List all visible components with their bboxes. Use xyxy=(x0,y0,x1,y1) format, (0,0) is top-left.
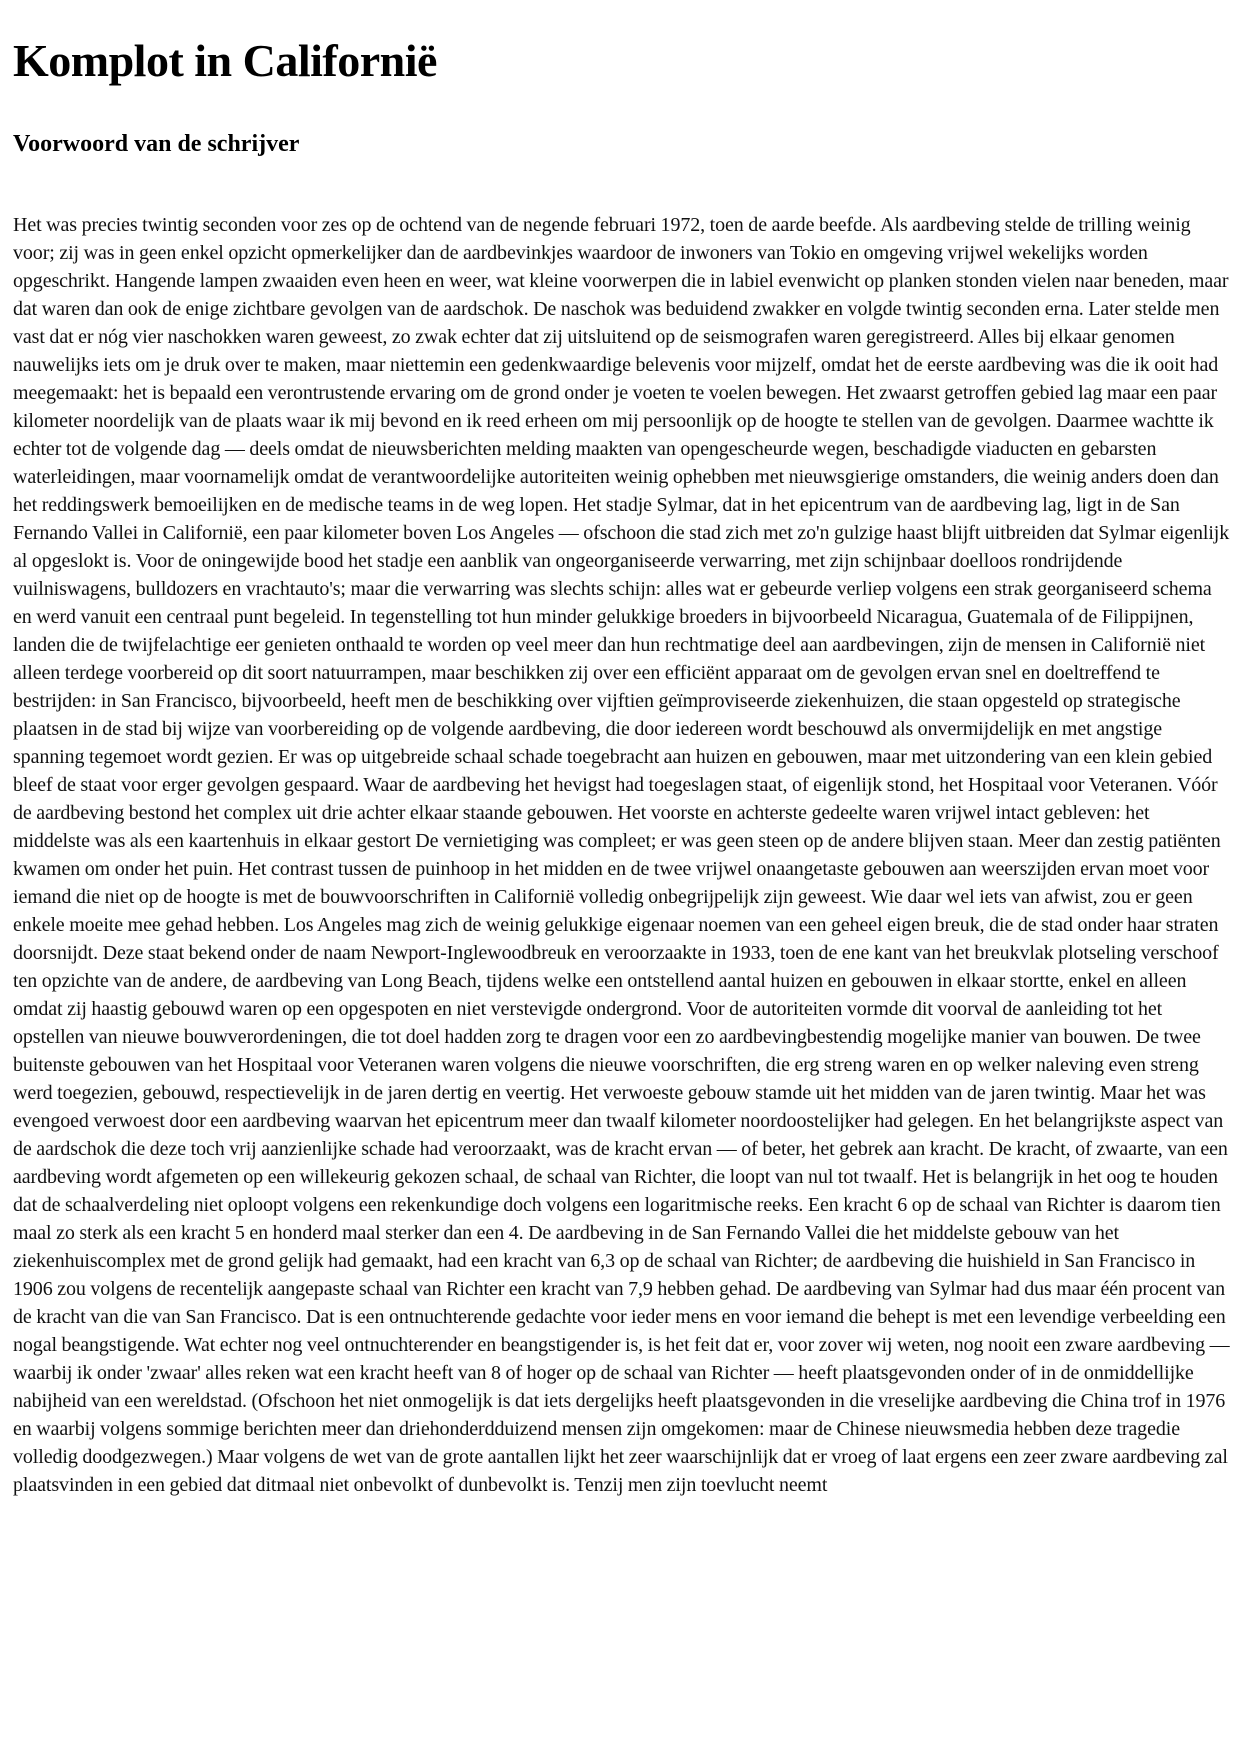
book-title: Komplot in Californië xyxy=(13,35,437,86)
section-heading: Voorwoord van de schrijver xyxy=(13,130,300,157)
preface-paragraph: Het was precies twintig seconden voor zes op de ochtend van de negende februari 1972, toen de aarde beefde. Als aardbeving stelde de trilling weinig voor; zij was in geen enkel opzicht opmerkelijker dan de aardbevinkjes waardoor de inwoners van Tokio en omgeving vrijwel wekelijks worden opgeschrikt. Hangende lampen zwaaiden even heen en weer, wat kleine voorwerpen die in labiel evenwicht op planken stonden vielen naar beneden, maar dat waren dan ook de enige zichtbare gevolgen van de aardschok. De naschok was beduidend zwakker en volgde twintig seconden erna. Later stelde men vast dat er nóg vier naschokken waren geweest, zo zwak echter dat zij uitsluitend op de seismografen waren geregistreerd. Alles bij elkaar genomen nauwelijks iets om je druk over te maken, maar niettemin een gedenkwaardige belevenis voor mijzelf, omdat het de eerste aardbeving was die ik ooit had meegemaakt: het is bepaald een verontrustende ervaring om de grond onder je voeten te voelen bewegen. Het zwaarst getroffen gebied lag maar een paar kilometer noordelijk van de plaats waar ik mij bevond en ik reed erheen om mij persoonlijk op de hoogte te stellen van de gevolgen. Daarmee wachtte ik echter tot de volgende dag — deels omdat de nieuwsberichten melding maakten van opengescheurde wegen, beschadigde viaducten en gebarsten waterleidingen, maar voornamelijk omdat de verantwoordelijke autoriteiten weinig ophebben met nieuwsgierige omstanders, die weinig anders doen dan het reddingswerk bemoeilijken en de medische teams in de weg lopen. Het stadje Sylmar, dat in het epicentrum van de aardbeving lag, ligt in de San Fernando Vallei in Californië, een paar kilometer boven Los Angeles — ofschoon die stad zich met zo'n gulzige haast blijft uitbreiden dat Sylmar eigenlijk al opgeslokt is. Voor de oningewijde bood het stadje een aanblik van ongeorganiseerde verwarring, met zijn schijnbaar doelloos rondrijdende vuilniswagens, bulldozers en vrachtauto's; maar die verwarring was slechts schijn: alles wat er gebeurde verliep volgens een strak georganiseerd schema en werd vanuit een centraal punt begeleid. In tegenstelling tot hun minder gelukkige broeders in bijvoorbeeld Nicaragua, Guatemala of de Filippijnen, landen die de twijfelachtige eer genieten onthaald te worden op veel meer dan hun rechtmatige deel aan aardbevingen, zijn de mensen in Californië niet alleen terdege voorbereid op dit soort natuurrampen, maar beschikken zij over een efficiënt apparaat om de gevolgen ervan snel en doeltreffend te bestrijden: in San Francisco, bijvoorbeeld, heeft men de beschikking over vijftien geïmproviseerde ziekenhuizen, die staan opgesteld op strategische plaatsen in de stad bij wijze van voorbereiding op de volgende aardbeving, die door iedereen wordt beschouwd als onvermijdelijk en met angstige spanning tegemoet wordt gezien. Er was op uitgebreide schaal schade toegebracht aan huizen en gebouwen, maar met uitzondering van een klein gebied bleef de staat voor erger gevolgen gespaard. Waar de aardbeving het hevigst had toegeslagen staat, of eigenlijk stond, het Hospitaal voor Veteranen. Vóór de aardbeving bestond het complex uit drie achter elkaar staande gebouwen. Het voorste en achterste gedeelte waren vrijwel intact gebleven: het middelste was als een kaartenhuis in elkaar gestort De vernietiging was compleet; er was geen steen op de andere blijven staan. Meer dan zestig patiënten kwamen om onder het puin. Het contrast tussen de puinhoop in het midden en de twee vrijwel onaangetaste gebouwen aan weerszijden ervan moet voor iemand die niet op de hoogte is met de bouwvoorschriften in Californië volledig onbegrijpelijk zijn geweest. Wie daar wel iets van afwist, zou er geen enkele moeite mee gehad hebben. Los Angeles mag zich de weinig gelukkige eigenaar noemen van een geheel eigen breuk, die de stad onder haar straten doorsnijdt. Deze staat bekend onder de naam Newport-Inglewoodbreuk en veroorzaakte in 1933, toen de ene kant van het breukvlak plotseling verschoof ten opzichte van de andere, de aardbeving van Long Beach, tijdens welke een ontstellend aantal huizen en gebouwen in elkaar stortte, enkel en alleen omdat zij haastig gebouwd waren op een opgespoten en niet verstevigde ondergrond. Voor de autoriteiten vormde dit voorval de aanleiding tot het opstellen van nieuwe bouwverordeningen, die tot doel hadden zorg te dragen voor een zo aardbevingbestendig mogelijke manier van bouwen. De twee buitenste gebouwen van het Hospitaal voor Veteranen waren volgens die nieuwe voorschriften, die erg streng waren en op welker naleving even streng werd toegezien, gebouwd, respectievelijk in de jaren dertig en veertig. Het verwoeste gebouw stamde uit het midden van de jaren twintig. Maar het was evengoed verwoest door een aardbeving waarvan het epicentrum meer dan twaalf kilometer noordoostelijker had gelegen. En het belangrijkste aspect van de aardschok die deze toch vrij aanzienlijke schade had veroorzaakt, was de kracht ervan — of beter, het gebrek aan kracht. De kracht, of zwaarte, van een aardbeving wordt afgemeten op een willekeurig gekozen schaal, de schaal van Richter, die loopt van nul tot twaalf. Het is belangrijk in het oog te houden dat de schaalverdeling niet oploopt volgens een rekenkundige doch volgens een logaritmische reeks. Een kracht 6 op de schaal van Richter is daarom tien maal zo sterk als een kracht 5 en honderd maal sterker dan een 4. De aardbeving in de San Fernando Vallei die het middelste gebouw van het ziekenhuiscomplex met de grond gelijk had gemaakt, had een kracht van 6,3 op de schaal van Richter; de aardbeving die huishield in San Francisco in 1906 zou volgens de recentelijk aangepaste schaal van Richter een kracht van 7,9 hebben gehad. De aardbeving van Sylmar had dus maar één procent van de kracht van die van San Francisco. Dat is een ontnuchterende gedachte voor ieder mens en voor iemand die behept is met een levendige verbeelding een nogal beangstigende. Wat echter nog veel ontnuchterender en beangstigender is, is het feit dat er, voor zover wij weten, nog nooit een zware aardbeving — waarbij ik onder 'zwaar' alles reken wat een kracht heeft van 8 of hoger op de schaal van Richter — heeft plaatsgevonden onder of in de onmiddellijke nabijheid van een wereldstad. (Ofschoon het niet onmogelijk is dat iets dergelijks heeft plaatsgevonden in die vreselijke aardbeving die China trof in 1976 en waarbij volgens sommige berichten meer dan driehonderdduizend mensen zijn omgekomen: maar de Chinese nieuwsmedia hebben deze tragedie volledig doodgezwegen.) Maar volgens de wet van de grote aantallen lijkt het zeer waarschijnlijk dat er vroeg of laat ergens een zeer zware aardbeving zal plaatsvinden in een gebied dat ditmaal niet onbevolkt of dunbevolkt is. Tenzij men zijn toevlucht neemt xyxy=(13,213,1230,1496)
